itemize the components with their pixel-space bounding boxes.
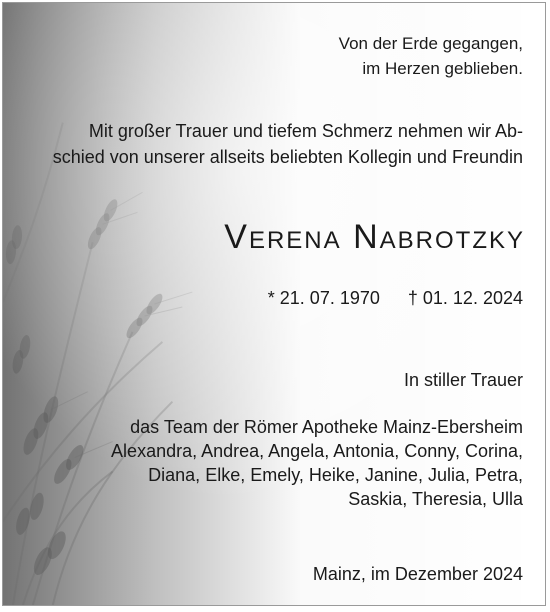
obituary-card (2, 2, 546, 606)
motto-line-2: im Herzen geblieben. (362, 59, 523, 78)
mourners-line: Alexandra, Andrea, Angela, Antonia, Conny, Corina, (111, 441, 523, 461)
mourning-label: In stiller Trauer (403, 370, 523, 390)
intro-line-1: Mit großer Trauer und tiefem Schmerz nehmen wir Ab- (88, 121, 523, 141)
mourners-line: das Team der Römer Apotheke Mainz-Ebersheim (130, 417, 523, 437)
mourners-line: Diana, Elke, Emely, Heike, Janine, Julia, Petra, (148, 465, 523, 485)
intro-line-2: schied von unserer allseits beliebten Kollegin und Freundin (52, 147, 523, 167)
motto-line-1: Von der Erde gegangen, (338, 34, 523, 53)
deceased-name: Verena Nabrotzky (224, 218, 525, 256)
mourners-line: Saskia, Theresia, Ulla (348, 489, 523, 509)
mourners-list (111, 415, 523, 511)
life-dates (268, 285, 523, 311)
motto (339, 31, 523, 81)
intro-text (53, 118, 523, 170)
place-date: Mainz, im Dezember 2024 (312, 564, 523, 584)
death-date: † 01. 12. 2024 (407, 288, 523, 308)
birth-date: * 21. 07. 1970 (267, 288, 380, 308)
